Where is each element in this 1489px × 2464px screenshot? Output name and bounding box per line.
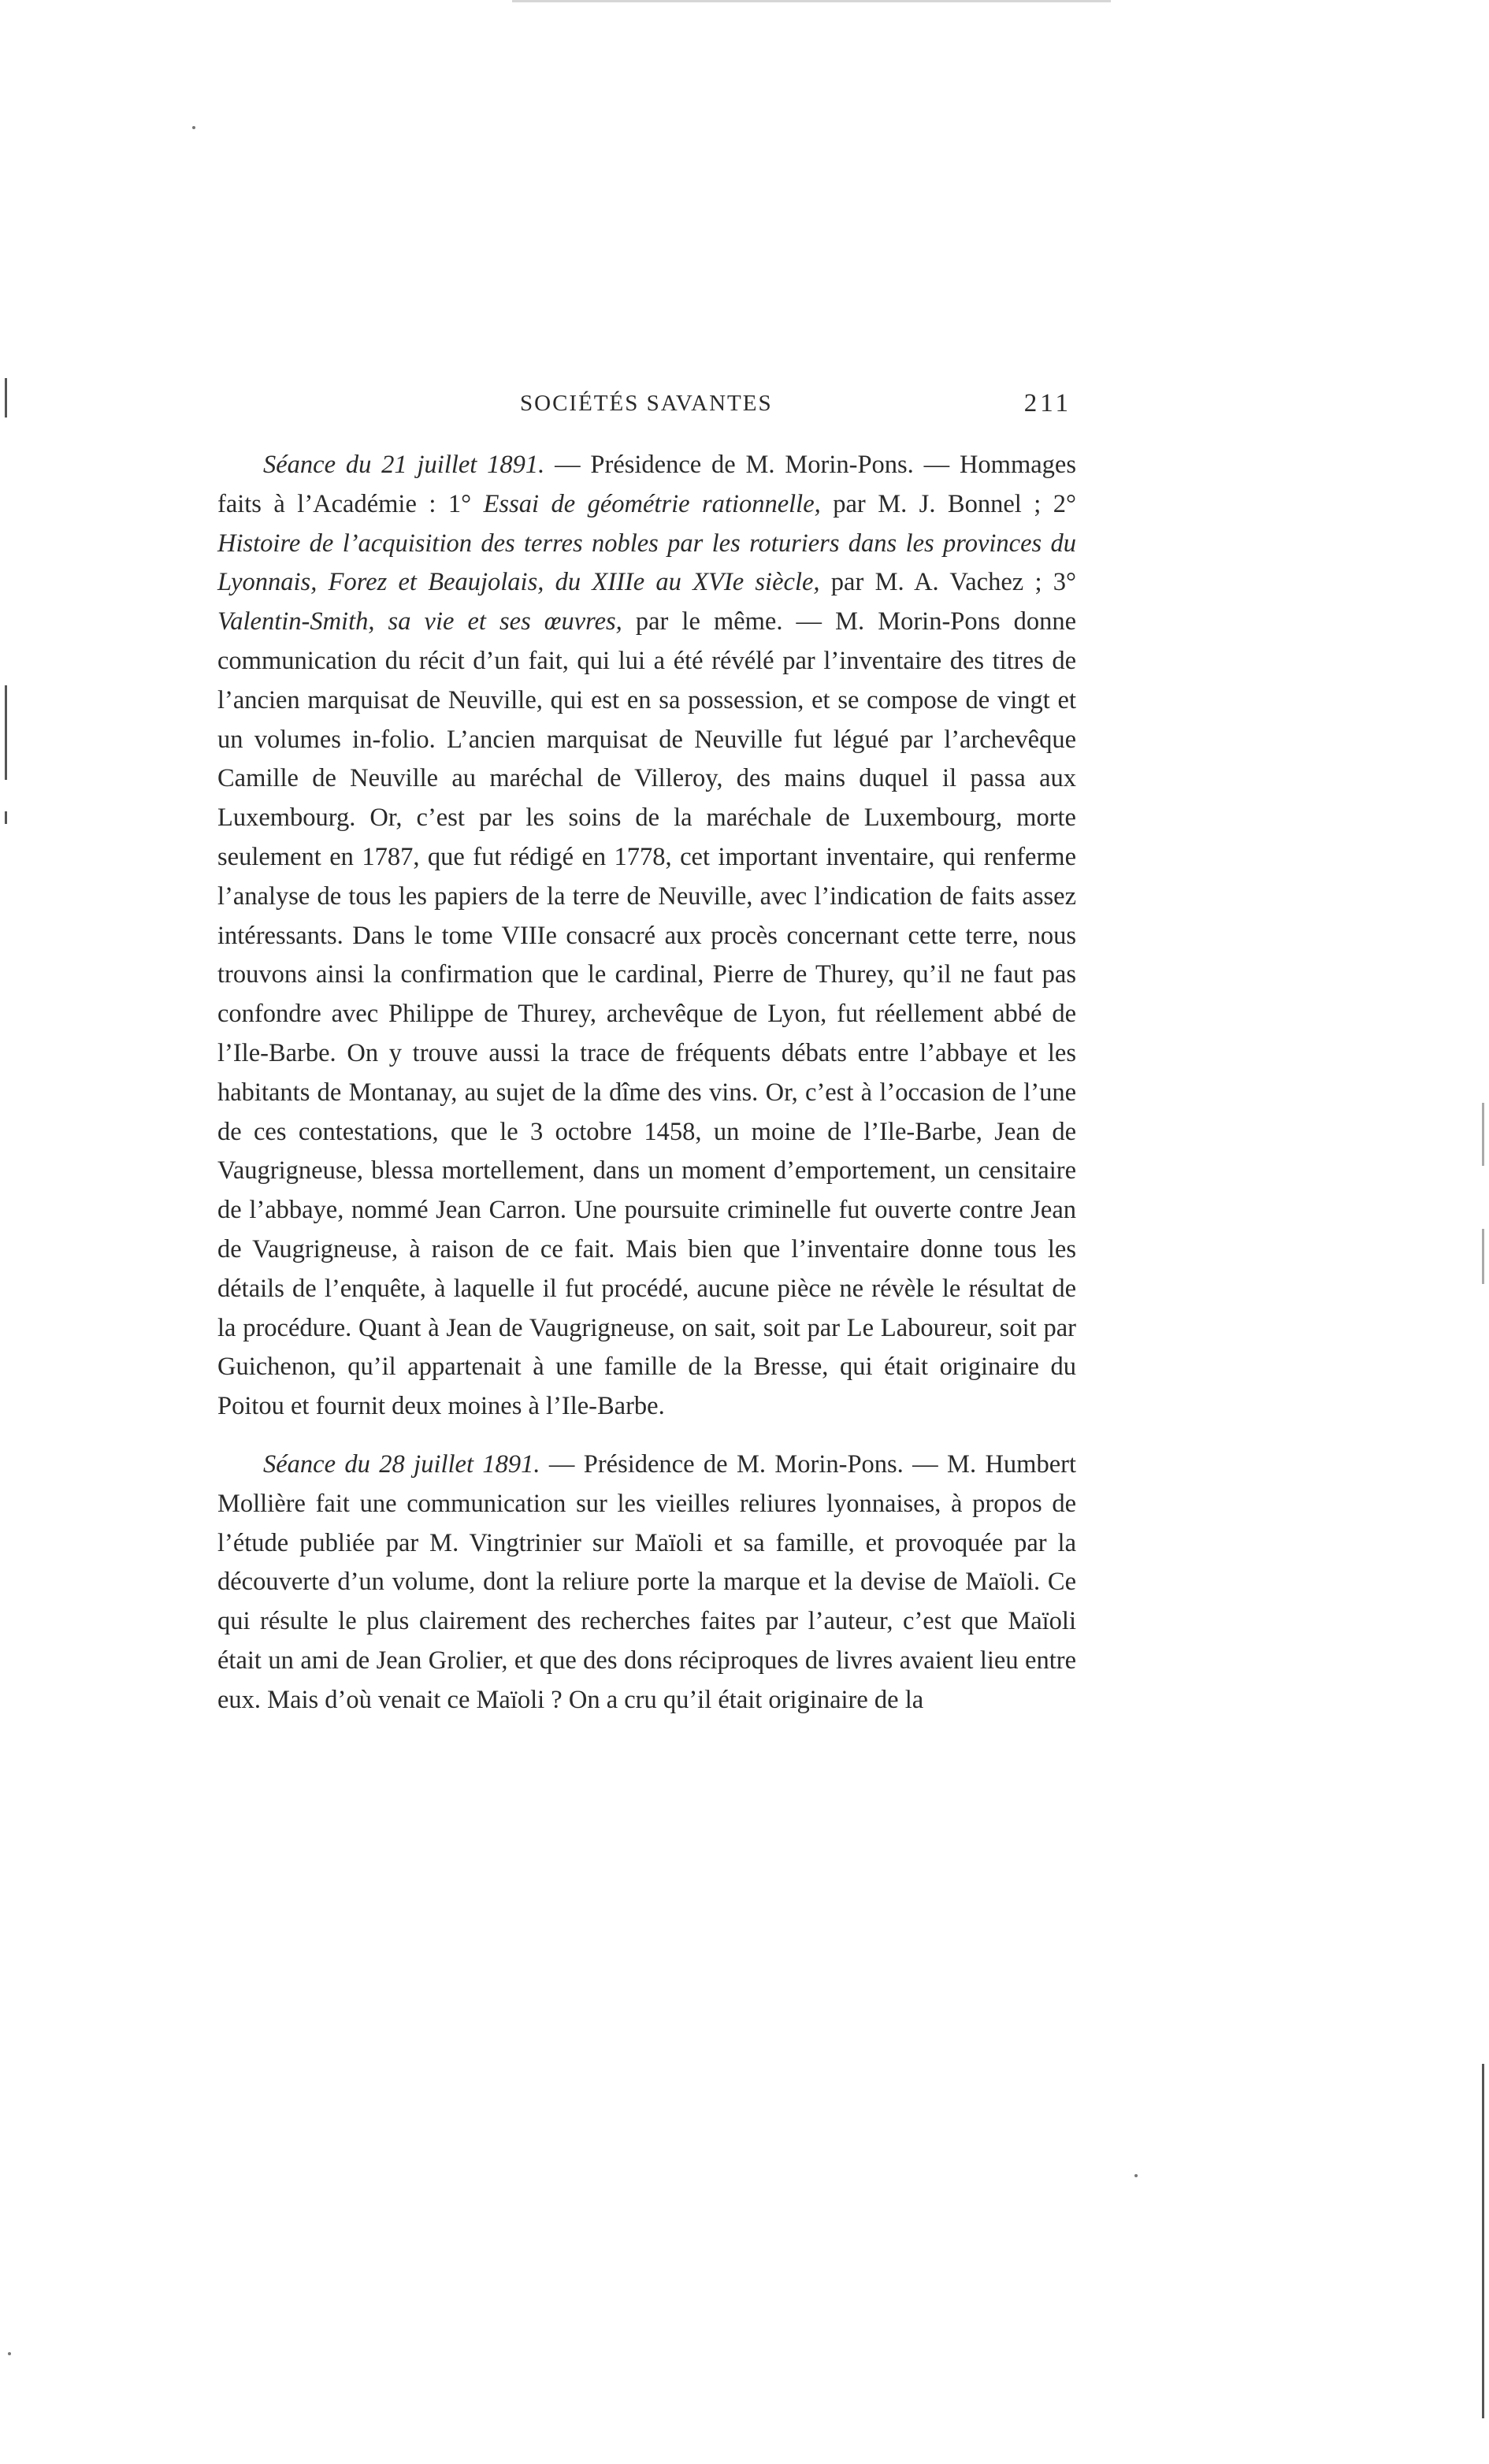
scan-speck	[192, 126, 195, 129]
body-text	[217, 446, 1076, 1720]
paragraph-session-28-july	[217, 1445, 1076, 1720]
scan-left-edge-mark	[5, 685, 7, 780]
scan-left-edge-mark	[5, 378, 7, 417]
scan-speck	[8, 2352, 11, 2355]
running-title: SOCIÉTÉS SAVANTES	[520, 391, 773, 416]
scan-right-edge-mark	[1482, 1103, 1484, 1166]
running-head	[213, 391, 1076, 422]
session-date: Séance du 21 juillet 1891.	[263, 451, 545, 479]
paragraph-text: — Présidence de M. Morin-Pons. — Hommages faits à l’Académie : 1°	[217, 451, 1076, 518]
scan-speck	[1134, 2174, 1138, 2177]
book-title: Valentin-Smith, sa vie et ses œuvres,	[217, 607, 622, 636]
paragraph-session-21-july	[217, 446, 1076, 1427]
paragraph-text: — Présidence de M. Morin-Pons. — M. Humbert Mollière fait une communication sur les vieilles reliures lyonnaises, à propos de l’étude publiée par M. Vingtrinier sur Maïoli et sa famille, et provoquée par la découverte d’un volume, dont la reliure porte la marque et la devise de Maïoli. Ce qui résulte le plus clairement des recherches faites par l’auteur, c’est que Maïoli était un ami de Jean Grolier, et que des dons réciproques de livres avaient lieu entre eux. Mais d’où venait ce Maïoli ? On a cru qu’il était originaire de la	[217, 1449, 1076, 1714]
book-title: Histoire de l’acquisition des terres nobles par les roturiers dans les provinces du Lyonnais, Forez et Beaujolais, du XIIIe au XVIe siècle,	[217, 529, 1076, 597]
paragraph-text: par M. A. Vachez ; 3°	[819, 568, 1076, 597]
paragraph-text: par le même. — M. Morin-Pons donne communication du récit d’un fait, qui lui a été révélé par l’inventaire des titres de l’ancien marquisat de Neuville, qui est en sa possession, et se compose de vingt et un volumes in-folio. L’ancien marquisat de Neuville fut légué par l’archevêque Camille de Neuville au maréchal de Villeroy, des mains duquel il passa aux Luxembourg. Or, c’est par les soins de la maréchale de Luxembourg, morte seulement en 1787, que fut rédigé en 1778, cet important inventaire, qui renferme l’analyse de tous les papiers de la terre de Neuville, avec l’indication de faits assez intéressants. Dans le tome VIIIe consacré aux procès concernant cette terre, nous trouvons ainsi la confirmation que le cardinal, Pierre de Thurey, qu’il ne faut pas confondre avec Philippe de Thurey, archevêque de Lyon, fut réellement abbé de l’Ile-Barbe. On y trouve aussi la trace de fréquents débats entre l’abbaye et les habitants de Montanay, au sujet de la dîme des vins. Or, c’est à l’occasion de l’une de ces contestations, que le 3 octobre 1458, un moine de l’Ile-Barbe, Jean de Vaugrigneuse, blessa mortellement, dans un moment d’emportement, un censitaire de l’abbaye, nommé Jean Carron. Une poursuite criminelle fut ouverte contre Jean de Vaugrigneuse, à raison de ce fait. Mais bien que l’inventaire donne tous les détails de l’enquête, à laquelle il fut procédé, aucune pièce ne révèle le résultat de la procédure. Quant à Jean de Vaugrigneuse, on sait, soit par Le Laboureur, soit par Guichenon, qu’il appartenait à une famille de la Bresse, qui était originaire du Poitou et fournit deux moines à l’Ile-Barbe.	[217, 607, 1076, 1421]
scan-left-edge-mark	[5, 811, 7, 824]
scan-top-edge	[512, 0, 1111, 2]
session-date: Séance du 28 juillet 1891.	[263, 1449, 540, 1479]
page-number: 211	[1023, 389, 1071, 417]
book-title: Essai de géométrie rationnelle,	[483, 489, 821, 518]
paragraph-text: par M. J. Bonnel ; 2°	[820, 489, 1077, 518]
scan-right-edge-mark	[1482, 2064, 1484, 2418]
scan-right-edge-mark	[1482, 1229, 1484, 1284]
